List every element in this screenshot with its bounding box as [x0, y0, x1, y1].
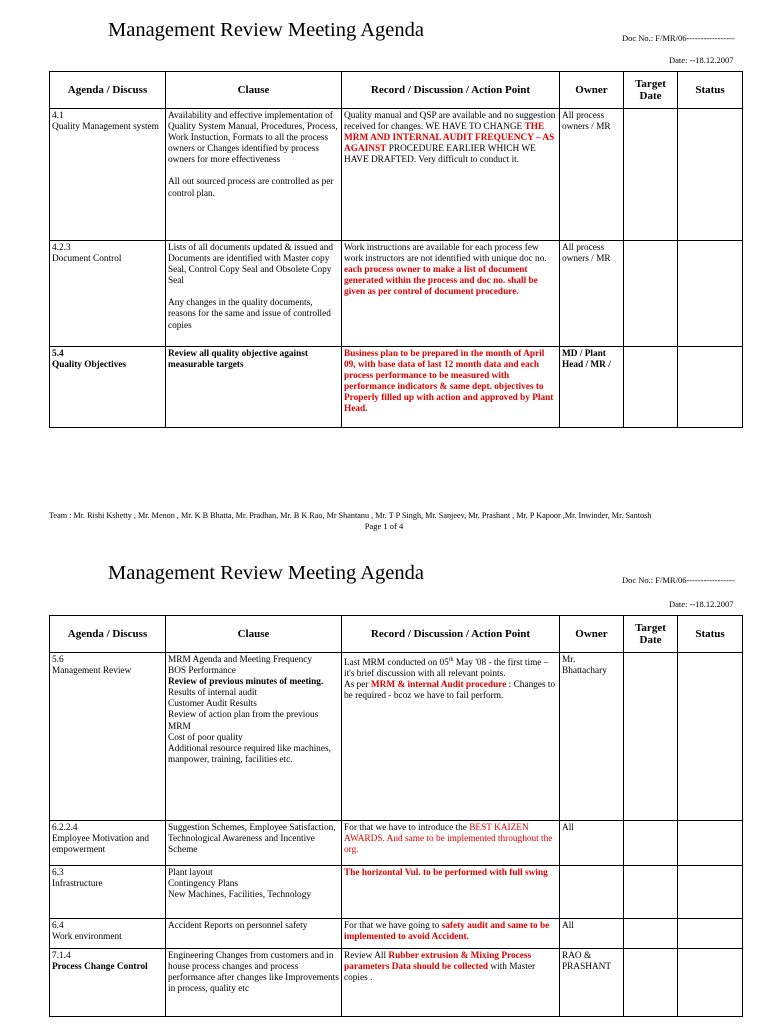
page-title: Management Review Meeting Agenda — [108, 562, 424, 584]
owner-cell: All process owners / MR — [560, 109, 624, 241]
clause-item: Review of action plan from the previous MRM — [168, 710, 319, 732]
record-cell — [342, 347, 560, 428]
record-text: For that we have to introduce the — [344, 823, 470, 833]
table-row — [50, 347, 743, 428]
clause-number: 5.6 — [52, 655, 64, 665]
clause-text: Lists of all documents updated & issued and Documents are identified with Master copy Seal, Control Copy Seal and Obsolete Copy Seal — [168, 243, 333, 287]
clause-cell: Accident Reports on personnel safety — [166, 919, 342, 949]
clause-item: Additional resource required like machines, manpower, training, facilities etc. — [168, 743, 331, 765]
owner-cell — [560, 866, 624, 919]
record-highlight: Business plan to be prepared in the month of April 09, with base data of last 12 month data and each process performance to be measured with performance indicators & same dept. objectives to Properly filled up with action and approved by Plant Head. — [344, 349, 554, 415]
clause-item: Results of internal audit — [168, 688, 258, 699]
header-clause: Clause — [166, 616, 342, 653]
owner-cell: All — [560, 821, 624, 866]
record-highlight: THE MRM AND INTERNAL AUDIT FREQUENCY – AS AGAINST — [344, 122, 555, 155]
clause-text: Availability and effective implementation of Quality System Manual, Procedures, Process, Work Instuction, Formats to all the process owners or Changes identified by process owners for more effectiveness — [168, 111, 338, 166]
record-cell — [342, 919, 560, 949]
record-highlight: each process owner to make a list of document generated within the process and doc no. shall be given as per control of document procedure. — [344, 265, 538, 298]
clause-cell — [166, 653, 342, 821]
target-date-cell — [624, 866, 678, 919]
table-row — [50, 821, 743, 866]
record-cell — [342, 949, 560, 1017]
agenda-table-page2 — [49, 615, 743, 1017]
clause-cell — [166, 241, 342, 347]
agenda-cell — [50, 949, 166, 1017]
clause-item: Cost of poor quality — [168, 732, 243, 743]
agenda-cell — [50, 241, 166, 347]
team-members: Team : Mr. Rishi Kshetty , Mr. Menon , Mr. K B Bhatta, Mr. Pradhan, Mr. B K Rao, Mr Shantanu , Mr. T P Singh, Mr. Sanjeev, Mr. Prashant , Mr. P Kapoor ,Mr. Inwinder, Mr. Santosh — [49, 511, 652, 520]
header-status: Status — [678, 616, 743, 653]
clause-item: Plant layout — [168, 868, 213, 878]
agenda-topic: Process Change Control — [52, 962, 148, 973]
record-text: Last MRM conducted on 05 — [344, 658, 449, 669]
table-row — [50, 919, 743, 949]
record-text: As per — [344, 680, 371, 691]
owner-cell: MD / Plant Head / MR / — [560, 347, 624, 428]
status-cell — [678, 241, 743, 347]
header-agenda: Agenda / Discuss — [50, 72, 166, 109]
agenda-cell — [50, 919, 166, 949]
clause-number: 7.1.4 — [52, 951, 71, 961]
agenda-cell — [50, 347, 166, 428]
status-cell — [678, 653, 743, 821]
record-text: Work instructions are available for each process few work instructors are not identified with unique doc no. — [344, 243, 547, 265]
owner-cell: Mr. Bhattachary — [560, 653, 624, 821]
clause-number: 4.2.3 — [52, 243, 71, 253]
target-date-cell — [624, 821, 678, 866]
clause-text: All out sourced process are controlled as per control plan. — [168, 177, 334, 199]
status-cell — [678, 866, 743, 919]
record-text: May '08 - the first time – it's brief discussion with all relevant points. — [344, 658, 549, 680]
agenda-cell — [50, 821, 166, 866]
record-highlight: The horizontal Vul. to be performed with full swing — [344, 868, 548, 878]
table-row — [50, 653, 743, 821]
record-text: with Master copies . — [344, 962, 536, 984]
owner-cell: RAO & PRASHANT — [560, 949, 624, 1017]
doc-number: Doc No.: F/MR/06----------------- — [622, 575, 735, 585]
agenda-topic: Employee Motivation and empowerment — [52, 834, 150, 856]
header-status: Status — [678, 72, 743, 109]
clause-number: 6.2.2.4 — [52, 823, 78, 833]
page-title: Management Review Meeting Agenda — [108, 19, 424, 41]
header-clause: Clause — [166, 72, 342, 109]
clause-number: 6.3 — [52, 868, 64, 878]
record-highlight: MRM & internal Audit procedure — [370, 680, 507, 691]
status-cell — [678, 109, 743, 241]
agenda-topic: Management Review — [52, 666, 132, 677]
target-date-cell — [624, 347, 678, 428]
clause-item: Contingency Plans — [168, 879, 238, 890]
table-header-row — [50, 616, 743, 653]
record-highlight: safety audit and same to be implemented to avoid Accident. — [344, 921, 550, 943]
record-text: For that we have going to — [344, 921, 442, 931]
record-cell — [342, 241, 560, 347]
record-highlight: BEST KAIZEN AWARDS. And same to be implemented throughout the org. — [344, 823, 553, 856]
agenda-table-page1 — [49, 71, 743, 428]
record-text: Review All — [344, 951, 389, 961]
record-cell — [342, 821, 560, 866]
table-row — [50, 109, 743, 241]
clause-cell: Review all quality objective against measurable targets — [166, 347, 342, 428]
agenda-topic: Document Control — [52, 254, 122, 265]
clause-number: 5.4 — [52, 349, 64, 359]
page-number: Page 1 of 4 — [364, 521, 404, 531]
target-date-cell — [624, 653, 678, 821]
table-row — [50, 241, 743, 347]
record-superscript: th — [448, 657, 454, 663]
clause-cell — [166, 109, 342, 241]
status-cell — [678, 821, 743, 866]
table-row — [50, 866, 743, 919]
agenda-topic: Work environment — [52, 932, 122, 943]
record-text: : Changes to be required - bcoz we have to fail perform. — [344, 680, 556, 702]
owner-cell: All process owners / MR — [560, 241, 624, 347]
header-target-date: Target Date — [624, 72, 678, 109]
doc-date: Date: --18.12.2007 — [669, 599, 734, 609]
doc-number: Doc No.: F/MR/06----------------- — [622, 33, 735, 43]
header-agenda: Agenda / Discuss — [50, 616, 166, 653]
record-text: PROCEDURE EARLIER WHICH WE HAVE DRAFTED. Very difficult to conduct it. — [344, 144, 536, 166]
record-highlight: Rubber extrusion & Mixing Process parameters Data should be collected — [344, 951, 532, 973]
header-target-date: Target Date — [624, 616, 678, 653]
header-owner: Owner — [560, 616, 624, 653]
header-record: Record / Discussion / Action Point — [342, 616, 560, 653]
clause-cell — [166, 866, 342, 919]
target-date-cell — [624, 109, 678, 241]
header-record: Record / Discussion / Action Point — [342, 72, 560, 109]
table-row — [50, 949, 743, 1017]
status-cell — [678, 949, 743, 1017]
record-cell — [342, 653, 560, 821]
clause-number: 4.1 — [52, 111, 64, 121]
clause-cell: Suggestion Schemes, Employee Satisfaction, Technological Awareness and Incentive Scheme — [166, 821, 342, 866]
header-owner: Owner — [560, 72, 624, 109]
agenda-cell — [50, 653, 166, 821]
record-cell — [342, 866, 560, 919]
target-date-cell — [624, 949, 678, 1017]
status-cell — [678, 919, 743, 949]
target-date-cell — [624, 919, 678, 949]
agenda-topic: Quality Objectives — [52, 360, 127, 371]
clause-text: Any changes in the quality documents, reasons for the same and issue of controlled copies — [168, 298, 331, 331]
agenda-topic: Quality Management system — [52, 122, 159, 133]
agenda-topic: Infrastructure — [52, 879, 103, 890]
agenda-cell — [50, 109, 166, 241]
clause-item: Review of previous minutes of meeting. — [168, 677, 324, 688]
record-cell — [342, 109, 560, 241]
owner-cell: All — [560, 919, 624, 949]
clause-number: 6.4 — [52, 921, 64, 931]
clause-item: MRM Agenda and Meeting Frequency — [168, 655, 313, 665]
clause-item: BOS Performance — [168, 666, 236, 677]
clause-cell: Engineering Changes from customers and in house process changes and process performance after changes like Improvements in process, quality etc — [166, 949, 342, 1017]
clause-item: Customer Audit Results — [168, 699, 257, 710]
record-text: Quality manual and QSP are available and no suggestion received for changes. WE HAVE TO CHANGE — [344, 111, 556, 133]
status-cell — [678, 347, 743, 428]
target-date-cell — [624, 241, 678, 347]
agenda-cell — [50, 866, 166, 919]
clause-item: New Machines, Facilities, Technology — [168, 890, 311, 901]
doc-date: Date: --18.12.2007 — [669, 55, 734, 65]
table-header-row — [50, 72, 743, 109]
